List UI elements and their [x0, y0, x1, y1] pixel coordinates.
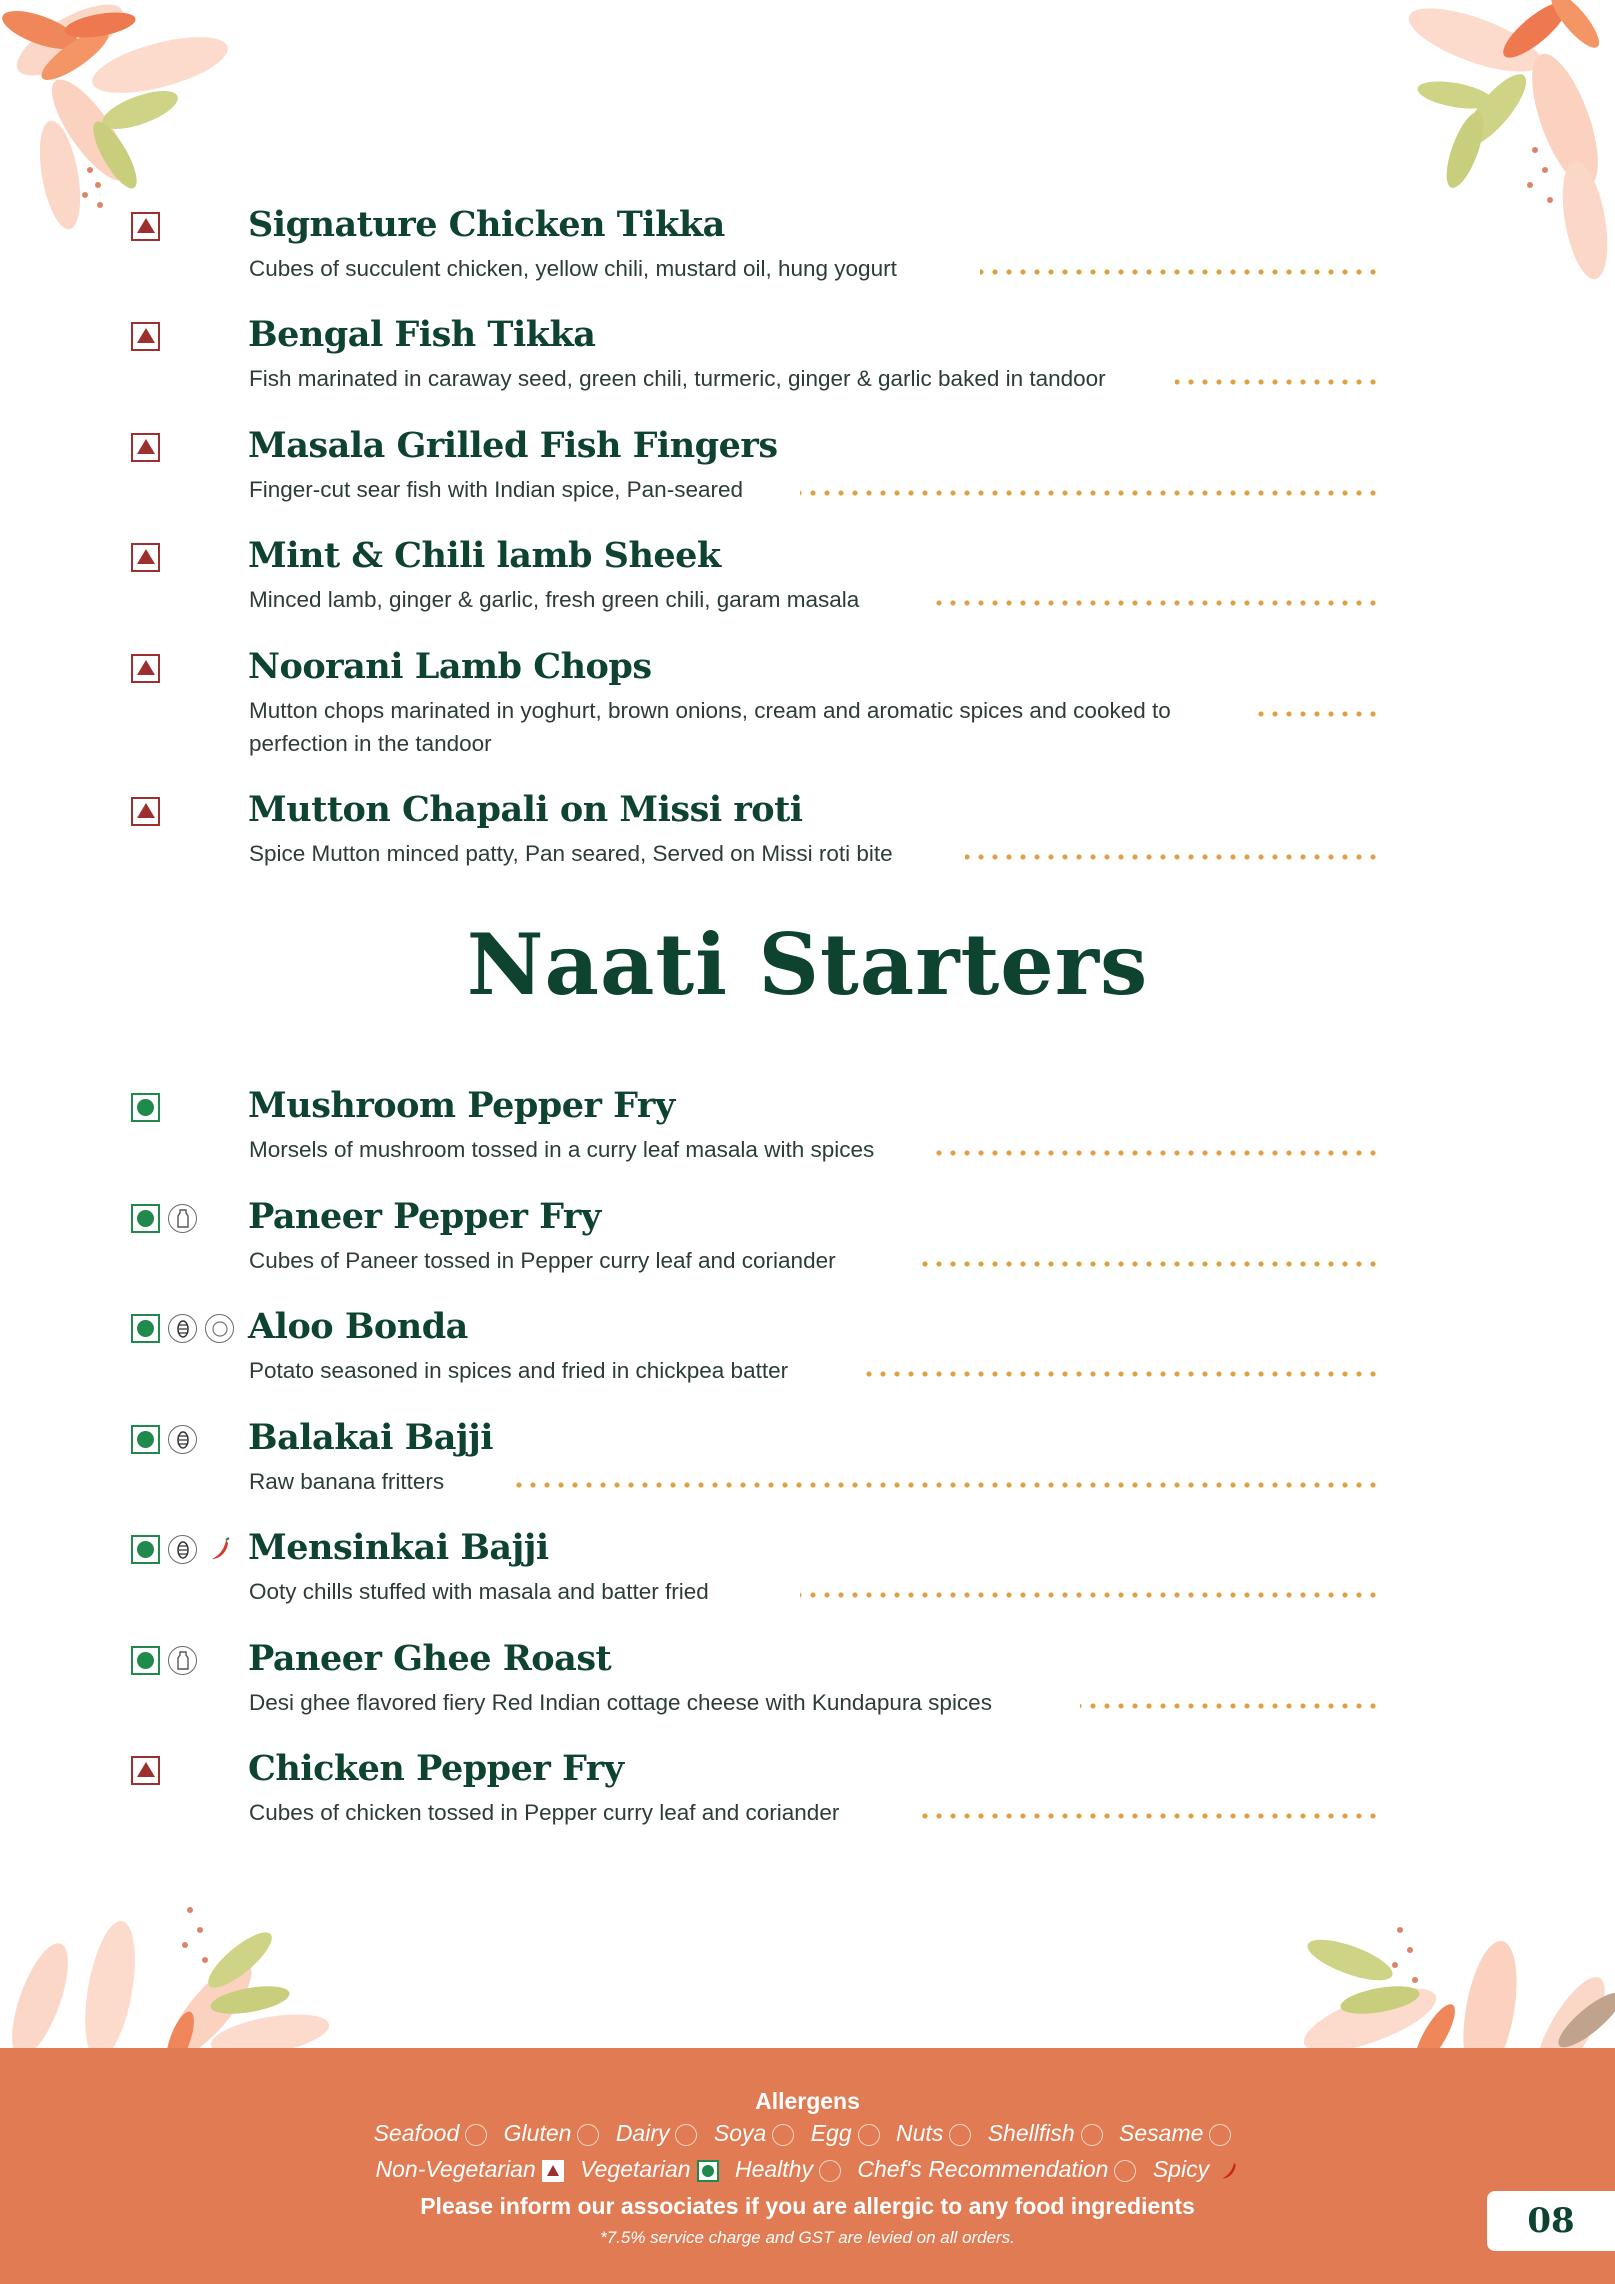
egg-icon: [205, 1314, 234, 1343]
item-name: Paneer Ghee Roast: [248, 1638, 612, 1679]
chef-hat-icon: [1114, 2160, 1136, 2182]
non-veg-icon: [131, 543, 160, 572]
top-left-foliage: [0, 0, 260, 260]
gluten-icon: [168, 1535, 197, 1564]
item-description: Cubes of Paneer tossed in Pepper curry leaf and coriander: [249, 1248, 836, 1273]
non-veg-icon: [131, 322, 160, 351]
gluten-icon: [168, 1425, 197, 1454]
item-name: Bengal Fish Tikka: [248, 314, 596, 355]
dotted-leader: [800, 1592, 1380, 1598]
dotted-leader: [915, 1813, 1380, 1819]
veg-icon: [131, 1093, 160, 1122]
item-name: Mutton Chapali on Missi roti: [248, 789, 803, 830]
allergen-legend-row-2: [0, 2156, 1615, 2183]
item-name: Paneer Pepper Fry: [248, 1196, 601, 1237]
veg-icon: [131, 1646, 160, 1675]
shellfish-icon: [1081, 2124, 1103, 2146]
dotted-leader: [915, 1261, 1380, 1267]
dairy-icon: [675, 2124, 697, 2146]
gluten-icon: [577, 2124, 599, 2146]
item-description: Potato seasoned in spices and fried in chickpea batter: [249, 1358, 789, 1383]
dotted-leader: [980, 269, 1380, 275]
item-description: Spice Mutton minced patty, Pan seared, Served on Missi roti bite: [249, 841, 893, 866]
item-description: Finger-cut sear fish with Indian spice, Pan-seared: [249, 477, 743, 502]
item-name: Mint & Chili lamb Sheek: [248, 535, 721, 576]
page-number: 08: [1487, 2191, 1615, 2251]
legend-vegetarian: Vegetarian: [580, 2156, 691, 2182]
chili-icon: [205, 1535, 234, 1564]
chili-icon: [1219, 2160, 1239, 2182]
dotted-leader: [510, 1482, 1380, 1488]
veg-icon: [131, 1425, 160, 1454]
dotted-leader: [1258, 711, 1380, 717]
item-description: Desi ghee flavored fiery Red Indian cottage cheese with Kundapura spices: [249, 1690, 992, 1715]
non-veg-icon: [131, 433, 160, 462]
dotted-leader: [865, 1371, 1380, 1377]
item-description: Fish marinated in caraway seed, green chili, turmeric, ginger & garlic baked in tandoor: [249, 366, 1106, 391]
item-name: Noorani Lamb Chops: [248, 646, 652, 687]
veg-icon: [131, 1535, 160, 1564]
legend-gluten: Gluten: [503, 2120, 572, 2146]
egg-icon: [858, 2124, 880, 2146]
gluten-icon: [168, 1314, 197, 1343]
item-description: Cubes of chicken tossed in Pepper curry leaf and coriander: [249, 1800, 840, 1825]
veg-icon: [131, 1204, 160, 1233]
item-name: Signature Chicken Tikka: [248, 204, 725, 245]
legend-seafood: Seafood: [373, 2120, 460, 2146]
bottom-right-foliage: [1270, 1870, 1615, 2050]
item-name: Balakai Bajji: [248, 1417, 494, 1458]
section-title: Naati Starters: [466, 915, 1149, 1014]
dotted-leader: [930, 600, 1380, 606]
non-veg-icon: [542, 2160, 564, 2182]
item-description: Cubes of succulent chicken, yellow chili, mustard oil, hung yogurt: [249, 256, 897, 281]
legend-chefs-recommendation: Chef's Recommendation: [857, 2156, 1109, 2182]
healthy-icon: [819, 2160, 841, 2182]
bottom-left-foliage: [0, 1850, 340, 2050]
allergen-legend-row-1: [0, 2120, 1615, 2147]
item-name: Mushroom Pepper Fry: [248, 1085, 675, 1126]
legend-spicy: Spicy: [1152, 2156, 1210, 2182]
item-name: Mensinkai Bajji: [248, 1527, 549, 1568]
item-name: Masala Grilled Fish Fingers: [248, 425, 778, 466]
legend-egg: Egg: [810, 2120, 852, 2146]
legend-dairy: Dairy: [615, 2120, 670, 2146]
dotted-leader: [1080, 1703, 1380, 1709]
item-name: Chicken Pepper Fry: [248, 1748, 624, 1789]
item-description: Raw banana fritters: [249, 1469, 445, 1494]
non-veg-icon: [131, 797, 160, 826]
dotted-leader: [930, 1150, 1380, 1156]
dotted-leader: [1175, 379, 1380, 385]
veg-icon: [131, 1314, 160, 1343]
dotted-leader: [965, 854, 1380, 860]
top-right-foliage: [1385, 0, 1615, 280]
allergens-title: Allergens: [755, 2088, 860, 2114]
item-description: Ooty chills stuffed with masala and batter fried: [249, 1579, 709, 1604]
item-name: Aloo Bonda: [248, 1306, 468, 1347]
dotted-leader: [800, 490, 1380, 496]
item-description: Minced lamb, ginger & garlic, fresh green chili, garam masala: [249, 587, 860, 612]
sesame-icon: [1209, 2124, 1231, 2146]
soya-icon: [772, 2124, 794, 2146]
legend-nuts: Nuts: [896, 2120, 944, 2146]
legend-non-vegetarian: Non-Vegetarian: [375, 2156, 536, 2182]
item-description: Morsels of mushroom tossed in a curry leaf masala with spices: [249, 1137, 875, 1162]
service-charge-note: *7.5% service charge and GST are levied on all orders.: [600, 2228, 1015, 2247]
dairy-icon: [168, 1204, 197, 1233]
allergy-notice: Please inform our associates if you are allergic to any food ingredients: [420, 2193, 1195, 2219]
non-veg-icon: [131, 212, 160, 241]
legend-sesame: Sesame: [1119, 2120, 1204, 2146]
non-veg-icon: [131, 1756, 160, 1785]
legend-soya: Soya: [713, 2120, 767, 2146]
item-description: Mutton chops marinated in yoghurt, brown onions, cream and aromatic spices and cooked to perfection in the tandoor: [249, 698, 1171, 756]
seafood-icon: [465, 2124, 487, 2146]
legend-healthy: Healthy: [734, 2156, 813, 2182]
veg-icon: [697, 2160, 719, 2182]
dairy-icon: [168, 1646, 197, 1675]
legend-shellfish: Shellfish: [987, 2120, 1075, 2146]
non-veg-icon: [131, 654, 160, 683]
nuts-icon: [949, 2124, 971, 2146]
allergens-footer: [0, 2048, 1615, 2284]
